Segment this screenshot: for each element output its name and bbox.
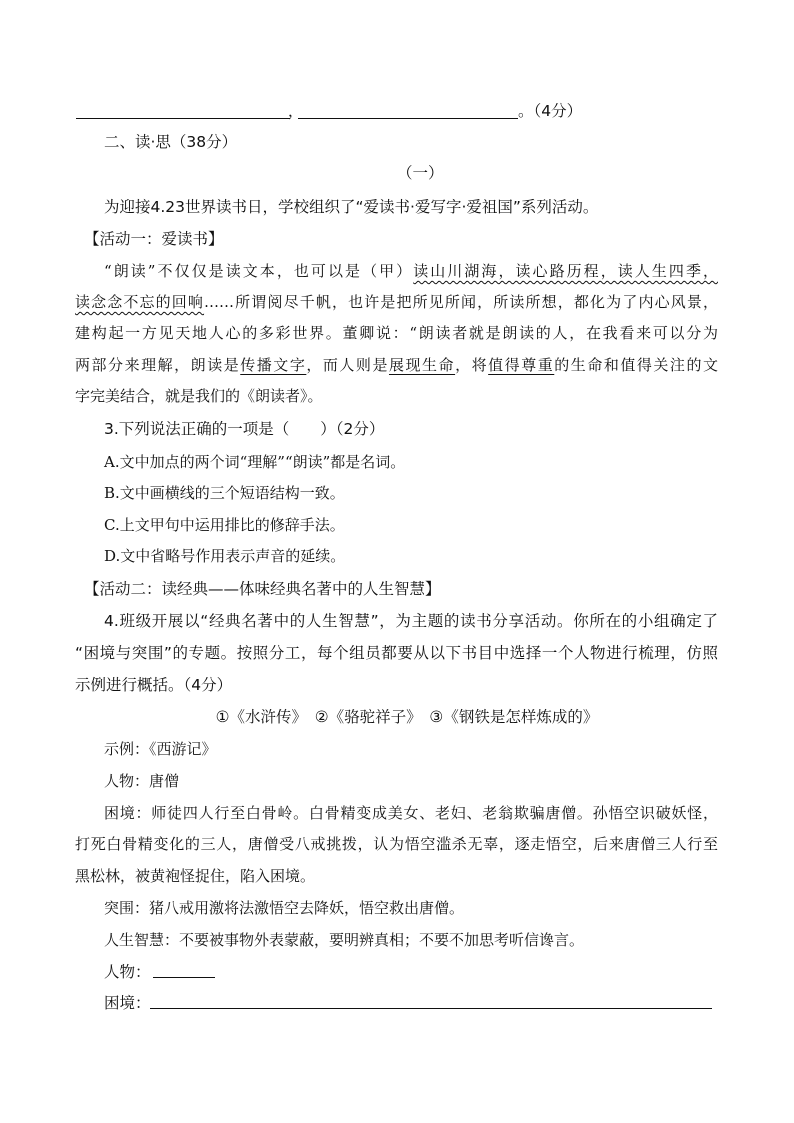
passage-line-5: 字完美结合，就是我们的《朗读者》。 — [75, 387, 323, 405]
question-4-line-3: 示例进行概括。（4分） — [75, 676, 233, 694]
question-4-line-2: “困境与突围”的专题。按照分工，每个组员都要从以下书目中选择一个人物进行梳理，仿照 — [75, 644, 718, 662]
option-d[interactable]: D.文中省略号作用表示声音的延续。 — [104, 547, 346, 565]
passage-text: ，将 — [455, 356, 489, 374]
passage-text: 的生命和值得关注的文 — [554, 356, 718, 374]
answer-blank-2[interactable] — [298, 118, 518, 119]
blank-separator: ， — [288, 102, 304, 120]
question-3-stem: 3.下列说法正确的一项是（ ）（2分） — [104, 420, 385, 438]
book-list: ①《水浒传》 ②《骆驼祥子》 ③《钢铁是怎样炼成的》 — [215, 708, 599, 726]
example-person: 人物：唐僧 — [104, 772, 180, 790]
wavy-underlined-phrase: 读山川湖海，读心路历程，读人生四季， — [413, 262, 718, 280]
passage-line-3: 建构起一方见天地人心的多彩世界。董卿说：“朗读者就是朗读的人，在我看来可以分为 — [75, 324, 718, 342]
example-breakout: 突围：猪八戒用激将法激悟空去降妖，悟空救出唐僧。 — [104, 899, 465, 917]
option-a[interactable]: A.文中加点的两个词“理解”“朗读”都是名词。 — [104, 453, 406, 471]
example-dilemma-1: 困境：师徒四人行至白骨岭。白骨精变成美女、老妇、老翁欺骗唐僧。孙悟空识破妖怪， — [104, 804, 718, 822]
blank-score: 。（4分） — [518, 102, 583, 120]
activity-1-title: 【活动一：爱读书】 — [84, 230, 224, 248]
underlined-phrase-3: 值得尊重 — [488, 356, 555, 374]
passage-text: 两部分来理解，朗读是 — [75, 356, 241, 374]
section-title: 二、读·思（38分） — [104, 133, 238, 151]
answer-blank-1[interactable] — [76, 118, 290, 119]
underlined-phrase-1: 传播文字 — [240, 356, 307, 374]
example-dilemma-3: 黑松林，被黄袍怪捉住，陷入困境。 — [75, 867, 316, 885]
example-title: 示例：《西游记》 — [104, 740, 217, 758]
underlined-phrase-2: 展现生命 — [388, 356, 456, 374]
passage-text: “朗读”不仅仅是读文本，也可以是（甲） — [104, 262, 414, 280]
answer-person-blank[interactable] — [153, 977, 215, 978]
passage-text: ，而人则是 — [306, 356, 389, 374]
answer-person-label: 人物： — [104, 963, 151, 981]
passage-text: ……所谓阅尽千帆，也许是把所见所闻，所读所想，都化为了内心风景， — [204, 293, 718, 311]
passage-line-1 — [104, 260, 718, 282]
example-wisdom: 人生智慧：不要被事物外表蒙蔽，要明辨真相；不要不加思考听信谗言。 — [104, 931, 585, 949]
activity-2-title: 【活动二：读经典——体味经典名著中的人生智慧】 — [84, 580, 441, 598]
part-number: （一） — [397, 164, 444, 182]
passage-line-4 — [75, 354, 718, 376]
example-dilemma-2: 打死白骨精变化的三人，唐僧受八戒挑拨，认为悟空滥杀无辜，逐走悟空，后来唐僧三人行至 — [75, 835, 718, 853]
option-c[interactable]: C.上文甲句中运用排比的修辞手法。 — [104, 516, 345, 534]
passage-line-2 — [75, 291, 718, 313]
answer-dilemma-label: 困境： — [104, 994, 151, 1012]
question-4-line-1: 4.班级开展以“经典名著中的人生智慧”，为主题的读书分享活动。你所在的小组确定了 — [104, 612, 718, 630]
section-intro: 为迎接4.23世界读书日，学校组织了“爱读书·爱写字·爱祖国”系列活动。 — [104, 198, 599, 216]
wavy-underlined-phrase: 读念念不忘的回响 — [75, 293, 205, 311]
option-b[interactable]: B.文中画横线的三个短语结构一致。 — [104, 484, 345, 502]
answer-dilemma-blank[interactable] — [150, 1008, 712, 1009]
